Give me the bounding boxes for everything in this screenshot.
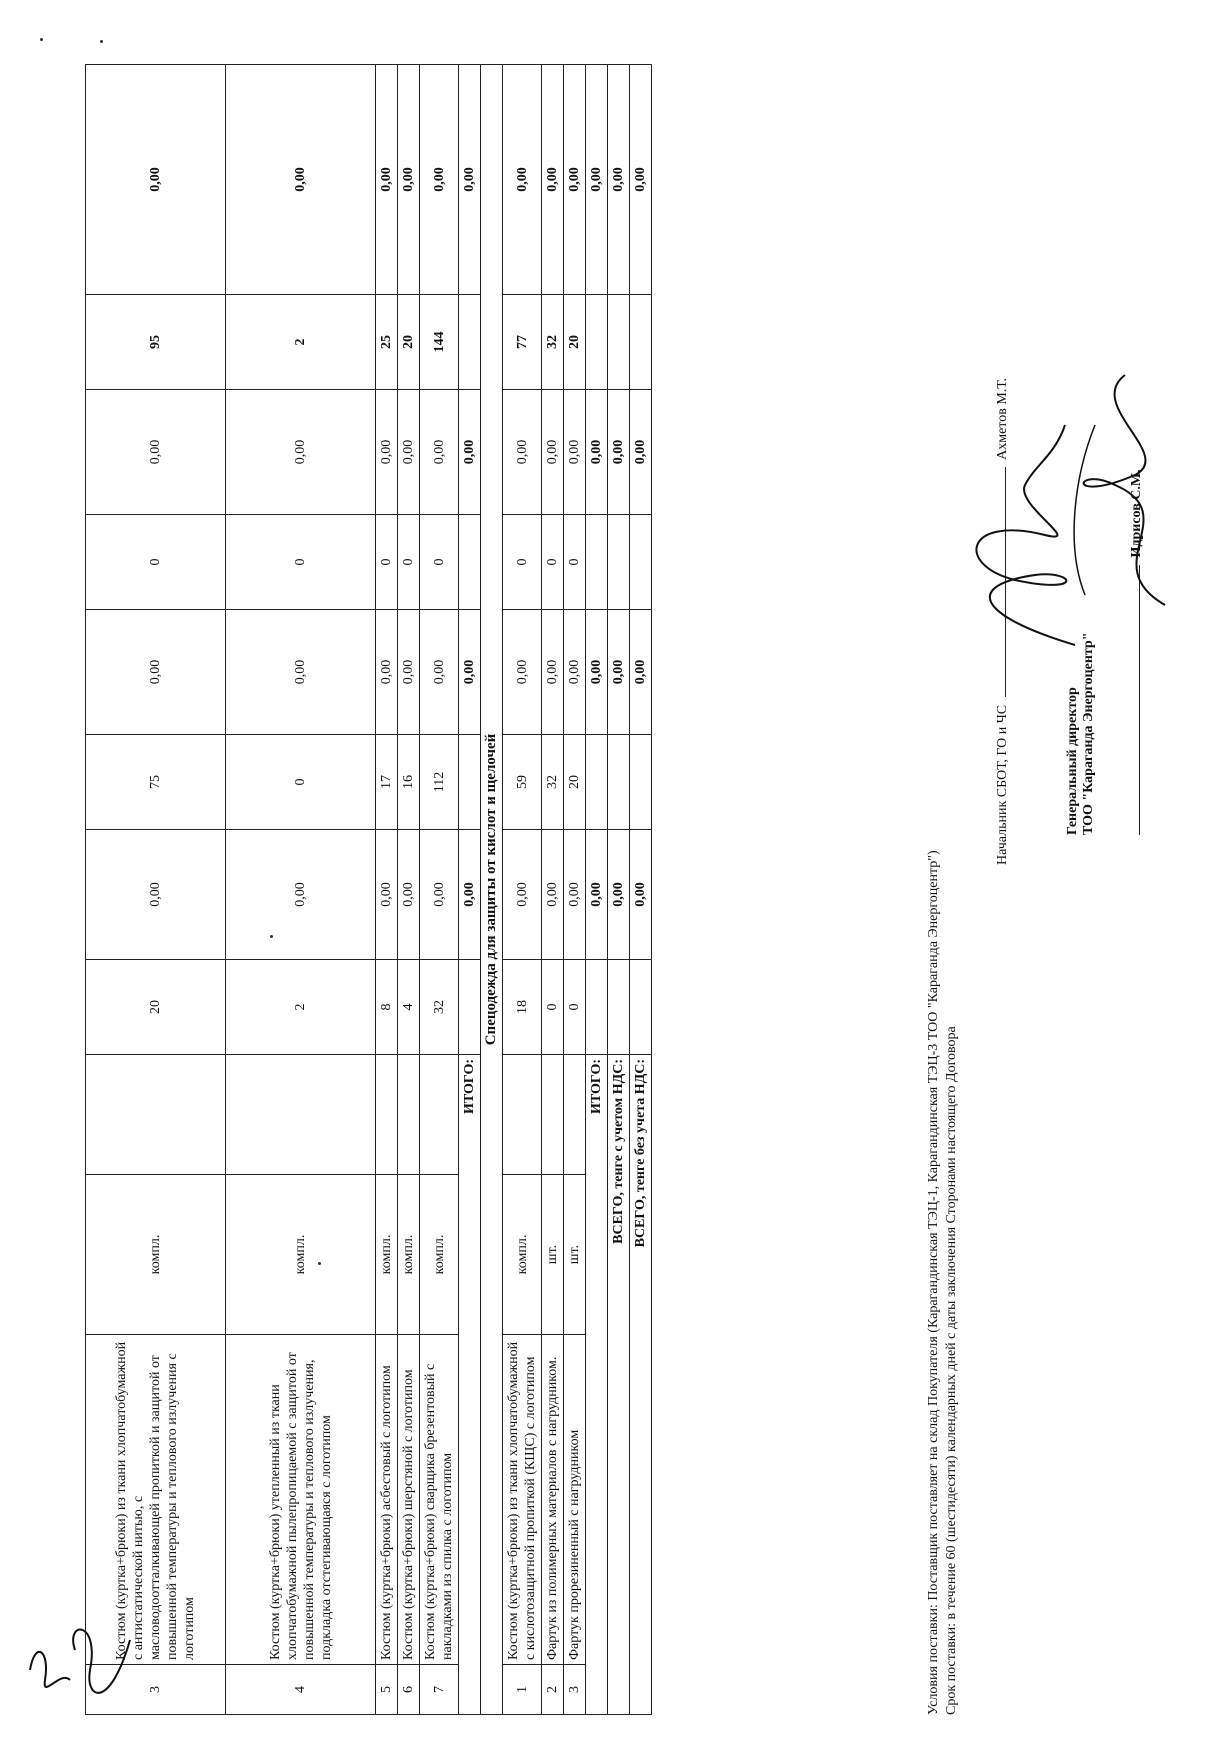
scan-speck: [318, 1262, 321, 1265]
item-name: Фартук прорезиненный с нагрудником: [564, 1335, 586, 1665]
totals-sum-1: 0,00: [630, 830, 652, 960]
sum-1: 0,00: [226, 830, 376, 960]
subtotal-sum-2: 0,00: [459, 610, 481, 735]
scan-speck: [270, 935, 273, 938]
sum-total: 0,00: [503, 65, 542, 295]
subtotal-label: ИТОГО:: [459, 1055, 481, 1715]
director-name: Идрисов С.М.: [1129, 469, 1144, 558]
qty-total: 2: [226, 295, 376, 390]
subtotal-sum-total: 0,00: [459, 65, 481, 295]
empty-cell: [564, 1055, 586, 1175]
totals-sum-total: 0,00: [586, 65, 608, 295]
empty-cell: [459, 735, 481, 830]
sum-1: 0,00: [398, 830, 420, 960]
sum-1: 0,00: [86, 830, 226, 960]
subtotal-row: [459, 65, 481, 1715]
qty-2: 59: [503, 735, 542, 830]
sum-2: 0,00: [398, 610, 420, 735]
table-row: [503, 65, 542, 1715]
sum-total: 0,00: [420, 65, 459, 295]
sum-total: 0,00: [226, 65, 376, 295]
item-name: Костюм (куртка+брюки) асбестовый с логотипом: [376, 1335, 398, 1665]
item-unit: компл.: [376, 1175, 398, 1335]
qty-total: 25: [376, 295, 398, 390]
totals-sum-total: 0,00: [630, 65, 652, 295]
table-row: [226, 65, 376, 1715]
qty-2: 112: [420, 735, 459, 830]
totals-sum-3: 0,00: [630, 390, 652, 515]
empty-cell: [608, 960, 630, 1055]
qty-1: 8: [376, 960, 398, 1055]
table-row: [542, 65, 564, 1715]
sum-total: 0,00: [542, 65, 564, 295]
totals-sum-1: 0,00: [608, 830, 630, 960]
qty-3: 0: [398, 515, 420, 610]
sum-3: 0,00: [398, 390, 420, 515]
scan-speck: [40, 38, 43, 41]
qty-total: 77: [503, 295, 542, 390]
sum-3: 0,00: [86, 390, 226, 515]
delivery-period: Срок поставки: в течение 60 (шестидесяти) календарных дней с даты заключения Сторонами настоящего Договора: [944, 1026, 959, 1715]
qty-total: 32: [542, 295, 564, 390]
row-number: 5: [376, 1665, 398, 1715]
totals-sum-1: 0,00: [586, 830, 608, 960]
empty-cell: [226, 1055, 376, 1175]
section-header-row: [481, 65, 503, 1715]
director-role: Генеральный директор: [1065, 687, 1080, 835]
empty-cell: [630, 735, 652, 830]
empty-cell: [398, 1055, 420, 1175]
sum-3: 0,00: [564, 390, 586, 515]
row-number: 4: [226, 1665, 376, 1715]
empty-cell: [542, 1055, 564, 1175]
sum-total: 0,00: [86, 65, 226, 295]
empty-cell: [503, 1055, 542, 1175]
qty-2: 75: [86, 735, 226, 830]
scan-speck: [100, 40, 103, 43]
sum-total: 0,00: [376, 65, 398, 295]
qty-1: 4: [398, 960, 420, 1055]
empty-cell: [586, 295, 608, 390]
qty-total: 144: [420, 295, 459, 390]
totals-sum-total: 0,00: [608, 65, 630, 295]
sum-2: 0,00: [86, 610, 226, 735]
section-title: Спецодежда для защиты от кислот и щелочей: [481, 65, 503, 1715]
totals-sum-3: 0,00: [586, 390, 608, 515]
sum-2: 0,00: [376, 610, 398, 735]
qty-1: 20: [86, 960, 226, 1055]
subtotal-sum-3: 0,00: [459, 390, 481, 515]
qty-3: 0: [376, 515, 398, 610]
item-name: Костюм (куртка+брюки) сварщика брезентовый с накладками из спилка с логотипом: [420, 1335, 459, 1665]
delivery-terms: Условия поставки: Поставщик поставляет на склад Покупателя (Карагандинская ТЭЦ-1, Карагандинская ТЭЦ-3 ТОО "Караганда Энергоцентр"): [926, 850, 941, 1715]
qty-3: 0: [503, 515, 542, 610]
item-unit: компл.: [86, 1175, 226, 1335]
item-name: Фартук из полимерных материалов с нагрудником.: [542, 1335, 564, 1665]
sum-1: 0,00: [542, 830, 564, 960]
signer-role: Начальник СБОТ, ГО и ЧС: [995, 704, 1010, 865]
table-row: [86, 65, 226, 1715]
empty-cell: [586, 960, 608, 1055]
empty-cell: [630, 295, 652, 390]
row-number: 7: [420, 1665, 459, 1715]
empty-cell: [630, 960, 652, 1055]
row-number: 6: [398, 1665, 420, 1715]
qty-2: 0: [226, 735, 376, 830]
delivery-conditions: [925, 115, 961, 1715]
totals-label: ИТОГО:: [586, 1055, 608, 1715]
specification-table: [85, 64, 652, 1715]
empty-cell: [86, 1055, 226, 1175]
item-name: Костюм (куртка+брюки) из ткани хлопчатобумажной с антистатической нитью, с масловодоотталкивающей пропиткой и защитой от повышенной температуры и теплового излучения с логотипом: [86, 1335, 226, 1665]
empty-cell: [608, 515, 630, 610]
sum-3: 0,00: [420, 390, 459, 515]
sum-3: 0,00: [542, 390, 564, 515]
row-number: 3: [564, 1665, 586, 1715]
sum-2: 0,00: [564, 610, 586, 735]
qty-total: 20: [564, 295, 586, 390]
sum-2: 0,00: [420, 610, 459, 735]
item-name: Костюм (куртка+брюки) из ткани хлопчатобумажной с кислотозащитной пропиткой (КЩС) с логотипом: [503, 1335, 542, 1665]
qty-3: 0: [420, 515, 459, 610]
sum-total: 0,00: [398, 65, 420, 295]
subtotal-sum-1: 0,00: [459, 830, 481, 960]
sum-2: 0,00: [542, 610, 564, 735]
table-row: [420, 65, 459, 1715]
table-row: [398, 65, 420, 1715]
qty-2: 16: [398, 735, 420, 830]
item-unit: компл.: [398, 1175, 420, 1335]
item-unit: компл.: [420, 1175, 459, 1335]
qty-2: 20: [564, 735, 586, 830]
qty-1: 0: [542, 960, 564, 1055]
totals-sum-2: 0,00: [630, 610, 652, 735]
sum-2: 0,00: [503, 610, 542, 735]
qty-3: 0: [86, 515, 226, 610]
sum-3: 0,00: [226, 390, 376, 515]
handwritten-signature-2: [1055, 365, 1195, 625]
totals-row: [608, 65, 630, 1715]
qty-3: 0: [226, 515, 376, 610]
empty-cell: [459, 515, 481, 610]
totals-label: ВСЕГО, тенге без учета НДС:: [630, 1055, 652, 1715]
item-unit: шт.: [564, 1175, 586, 1335]
director-company: ТОО "Караганда Энергоцентр": [1081, 632, 1096, 835]
sum-2: 0,00: [226, 610, 376, 735]
empty-cell: [376, 1055, 398, 1175]
row-number: 3: [86, 1665, 226, 1715]
totals-sum-2: 0,00: [608, 610, 630, 735]
sum-3: 0,00: [376, 390, 398, 515]
qty-total: 20: [398, 295, 420, 390]
totals-row: [586, 65, 608, 1715]
qty-1: 32: [420, 960, 459, 1055]
sum-1: 0,00: [564, 830, 586, 960]
table-row: [376, 65, 398, 1715]
qty-2: 32: [542, 735, 564, 830]
totals-sum-2: 0,00: [586, 610, 608, 735]
qty-1: 18: [503, 960, 542, 1055]
qty-1: 0: [564, 960, 586, 1055]
initials-mark: [20, 1610, 140, 1720]
sum-1: 0,00: [420, 830, 459, 960]
empty-cell: [459, 295, 481, 390]
qty-1: 2: [226, 960, 376, 1055]
item-name: Костюм (куртка+брюки) утепленный из ткани хлопчатобумажной пылепропицаемой с защитой от повышенной температуры и теплового излучения, подкладка отстегивающаяся с логотипом: [226, 1335, 376, 1665]
table-row: [564, 65, 586, 1715]
empty-cell: [630, 515, 652, 610]
signer-name: Ахметов М.Т.: [995, 378, 1010, 460]
sum-1: 0,00: [503, 830, 542, 960]
totals-label: ВСЕГО, тенге с учетом НДС:: [608, 1055, 630, 1715]
rotated-sheet: [15, 65, 1175, 1715]
qty-3: 0: [564, 515, 586, 610]
empty-cell: [459, 960, 481, 1055]
item-unit: компл.: [226, 1175, 376, 1335]
empty-cell: [420, 1055, 459, 1175]
row-number: 2: [542, 1665, 564, 1715]
totals-row: [630, 65, 652, 1715]
sum-1: 0,00: [376, 830, 398, 960]
qty-3: 0: [542, 515, 564, 610]
sum-3: 0,00: [503, 390, 542, 515]
qty-2: 17: [376, 735, 398, 830]
empty-cell: [608, 735, 630, 830]
empty-cell: [586, 735, 608, 830]
empty-cell: [586, 515, 608, 610]
totals-sum-3: 0,00: [608, 390, 630, 515]
item-unit: шт.: [542, 1175, 564, 1335]
row-number: 1: [503, 1665, 542, 1715]
sum-total: 0,00: [564, 65, 586, 295]
qty-total: 95: [86, 295, 226, 390]
item-name: Костюм (куртка+брюки) шерстяной с логотипом: [398, 1335, 420, 1665]
item-unit: компл.: [503, 1175, 542, 1335]
empty-cell: [608, 295, 630, 390]
